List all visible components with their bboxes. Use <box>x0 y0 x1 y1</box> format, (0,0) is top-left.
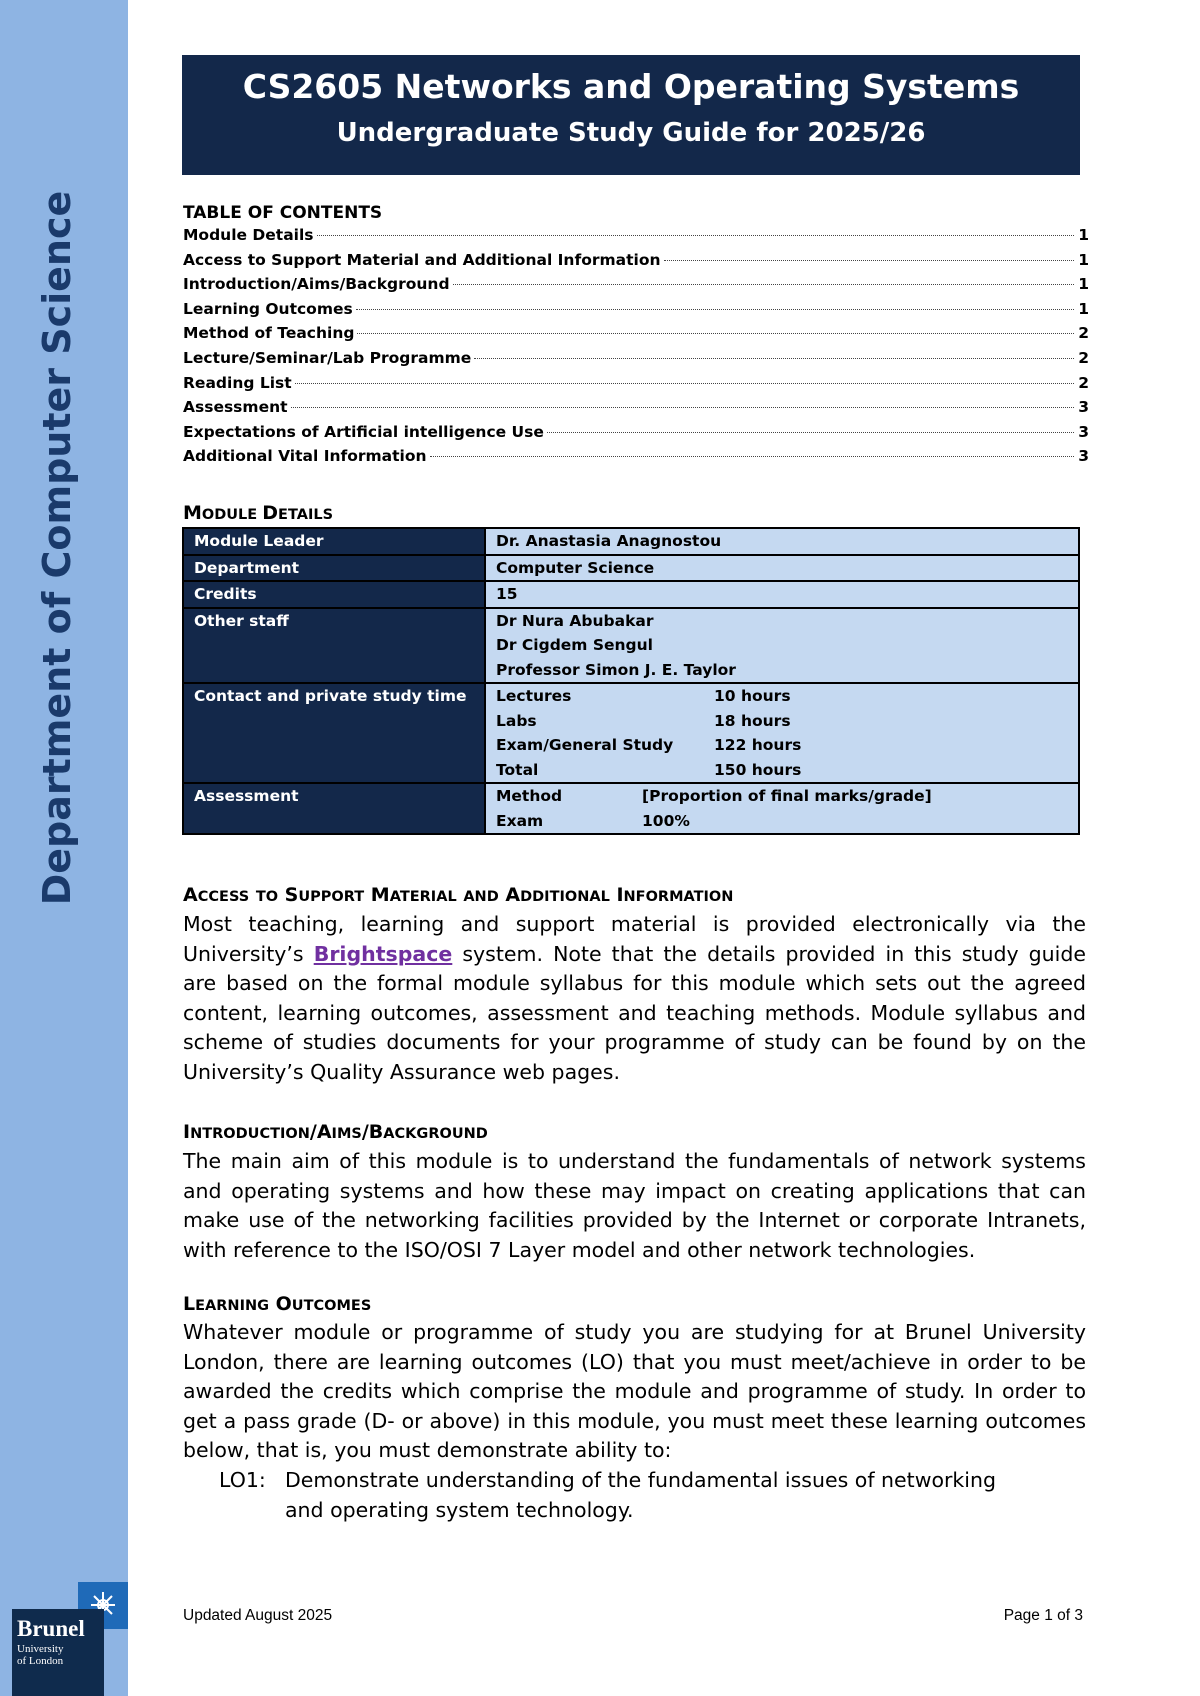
toc-entry[interactable] <box>183 398 1089 423</box>
value-cell <box>485 783 1079 834</box>
staff-name: Dr Cigdem Sengul <box>496 636 653 654</box>
toc-entry-page: 1 <box>1078 299 1089 318</box>
value-cell <box>485 683 1079 783</box>
logo-wordmark <box>12 1609 104 1696</box>
heading-cap: M <box>183 502 202 524</box>
table-row <box>183 555 1079 582</box>
toc-entry-page: 1 <box>1078 250 1089 269</box>
intro-heading: INTRODUCTION/AIMS/BACKGROUND <box>183 1121 488 1143</box>
page-subtitle: Undergraduate Study Guide for 2025/26 <box>336 118 926 148</box>
outcomes-heading: LEARNING OUTCOMES <box>183 1293 372 1315</box>
paragraph-text: system. Note that the details provided in this study guide are based on the formal module syllabus for this module which sets out the agreed content, learning outcomes, assessment and teaching methods. Module syllabus and scheme of studies documents for your programme of study can be found by on the University’s Quality Assurance web pages. <box>183 941 1087 1084</box>
heading-rest: ETAILS <box>278 507 334 523</box>
toc-entry-page: 1 <box>1078 275 1089 294</box>
toc-entry-page: 1 <box>1078 226 1089 244</box>
toc-leader-dots <box>357 333 1074 334</box>
toc-entry[interactable] <box>183 447 1089 472</box>
heading-cap: D <box>262 502 279 524</box>
toc-leader-dots <box>474 358 1074 359</box>
toc-entry-label: Access to Support Material and Additional Information <box>183 250 661 269</box>
toc-entry-page: 2 <box>1078 324 1089 343</box>
toc-entry-label: Learning Outcomes <box>183 299 353 318</box>
toc-leader-dots <box>453 284 1074 285</box>
toc-entry-page: 3 <box>1078 422 1089 441</box>
footer-page-number: Page 1 of 3 <box>1003 1607 1083 1624</box>
assessment-method: Exam <box>496 811 544 830</box>
toc-heading: TABLE OF CONTENTS <box>183 203 383 223</box>
toc-entry-label: Assessment <box>183 398 288 417</box>
value-cell: Dr. Anastasia Anagnostou <box>485 528 1079 555</box>
toc-entry-page: 3 <box>1078 398 1089 417</box>
contact-type: Labs <box>496 711 537 730</box>
intro-paragraph: The main aim of this module is to understand the fundamentals of network systems and operating systems and how these may impact on creating applications that can make use of the networking facilities provided by the Internet or corporate Intranets, with reference to the ISO/OSI 7 Layer model and other network technologies. <box>183 1149 1086 1262</box>
table-row <box>183 581 1079 608</box>
module-details-table <box>182 527 1080 835</box>
table-of-contents <box>183 226 1089 472</box>
logo-line-1: Brunel <box>17 1616 85 1641</box>
logo-line-2: University <box>17 1643 64 1655</box>
toc-leader-dots <box>664 260 1074 261</box>
assessment-method: Method <box>496 787 563 805</box>
staff-name: Dr Nura Abubakar <box>496 611 654 630</box>
toc-leader-dots <box>430 456 1074 457</box>
toc-entry-label: Expectations of Artificial intelligence Use <box>183 422 544 441</box>
toc-entry[interactable] <box>183 423 1089 448</box>
department-label: Department of Computer Science <box>35 190 79 906</box>
toc-entry-page: 3 <box>1078 447 1089 466</box>
toc-leader-dots <box>356 309 1074 310</box>
outcome-text: Demonstrate understanding of the fundamental issues of networking and operating system technology. <box>285 1468 997 1522</box>
contact-row <box>496 709 1068 734</box>
toc-entry-label: Module Details <box>183 226 314 244</box>
toc-entry-label: Method of Teaching <box>183 324 355 343</box>
contact-row <box>496 733 1068 758</box>
outcome-code: LO1: <box>219 1468 266 1492</box>
toc-leader-dots <box>317 235 1074 236</box>
outcomes-paragraph: Whatever module or programme of study you are studying for at Brunel University London, there are learning outcomes (LO) that you must meet/achieve in order to be awarded the credits which comprise the module and programme of study. In order to get a pass grade (D- or above) in this module, you must meet these learning outcomes below, that is, you must demonstrate ability to: <box>183 1320 1086 1462</box>
access-paragraph <box>183 910 1086 1087</box>
assessment-row <box>496 809 1068 834</box>
toc-entry-label: Lecture/Seminar/Lab Programme <box>183 348 472 367</box>
assessment-proportion: 100% <box>642 811 690 830</box>
label-cell: Assessment <box>183 783 485 834</box>
contact-hours: 18 hours <box>714 711 791 730</box>
sidebar-band <box>0 0 128 1696</box>
table-row <box>183 783 1079 834</box>
contact-hours: 10 hours <box>714 687 791 705</box>
table-row <box>183 683 1079 783</box>
toc-entry[interactable] <box>183 226 1089 251</box>
contact-row <box>496 684 1068 709</box>
toc-leader-dots <box>295 383 1074 384</box>
toc-entry[interactable] <box>183 251 1089 276</box>
label-cell: Department <box>183 555 485 582</box>
assessment-header <box>496 784 1068 809</box>
label-cell: Other staff <box>183 608 485 684</box>
toc-entry-page: 2 <box>1078 373 1089 392</box>
title-banner <box>182 55 1080 175</box>
label-cell: Credits <box>183 581 485 608</box>
toc-entry-label: Introduction/Aims/Background <box>183 275 450 294</box>
contact-hours: 122 hours <box>714 736 802 754</box>
label-cell: Contact and private study time <box>183 683 485 783</box>
contact-row <box>496 758 1068 783</box>
toc-entry[interactable] <box>183 324 1089 349</box>
paragraph-text: Most teaching, learning and support material is provided electronically via the University’s <box>183 912 1086 966</box>
value-cell <box>485 608 1079 684</box>
table-row <box>183 608 1079 684</box>
contact-hours: 150 hours <box>714 760 802 779</box>
staff-name: Professor Simon J. E. Taylor <box>496 660 736 679</box>
brightspace-link[interactable]: Brightspace <box>313 941 453 966</box>
toc-entry-label: Reading List <box>183 373 292 392</box>
toc-entry[interactable] <box>183 275 1089 300</box>
label-cell: Module Leader <box>183 528 485 555</box>
toc-leader-dots <box>291 407 1074 408</box>
toc-entry[interactable] <box>183 349 1089 374</box>
contact-type: Exam/General Study <box>496 736 674 754</box>
contact-type: Total <box>496 760 539 779</box>
toc-entry[interactable] <box>183 374 1089 399</box>
value-cell: 15 <box>485 581 1079 608</box>
learning-outcomes-list <box>219 1466 1019 1525</box>
table-row <box>183 528 1079 555</box>
list-item <box>219 1466 1019 1525</box>
toc-entry[interactable] <box>183 300 1089 325</box>
module-details-heading <box>183 501 1089 527</box>
logo-line-3: of London <box>17 1655 64 1667</box>
toc-leader-dots <box>547 432 1074 433</box>
assessment-proportion: [Proportion of final marks/grade] <box>642 787 932 805</box>
toc-entry-label: Additional Vital Information <box>183 447 427 466</box>
value-cell: Computer Science <box>485 555 1079 582</box>
toc-entry-page: 2 <box>1078 348 1089 367</box>
heading-rest: ODULE <box>201 507 263 523</box>
access-heading: ACCESS TO SUPPORT MATERIAL AND ADDITIONAL INFORMATION <box>183 884 734 906</box>
brunel-logo <box>12 1582 128 1696</box>
contact-type: Lectures <box>496 687 572 705</box>
footer-updated: Updated August 2025 <box>183 1607 333 1624</box>
page-title: CS2605 Networks and Operating Systems <box>242 67 1020 106</box>
